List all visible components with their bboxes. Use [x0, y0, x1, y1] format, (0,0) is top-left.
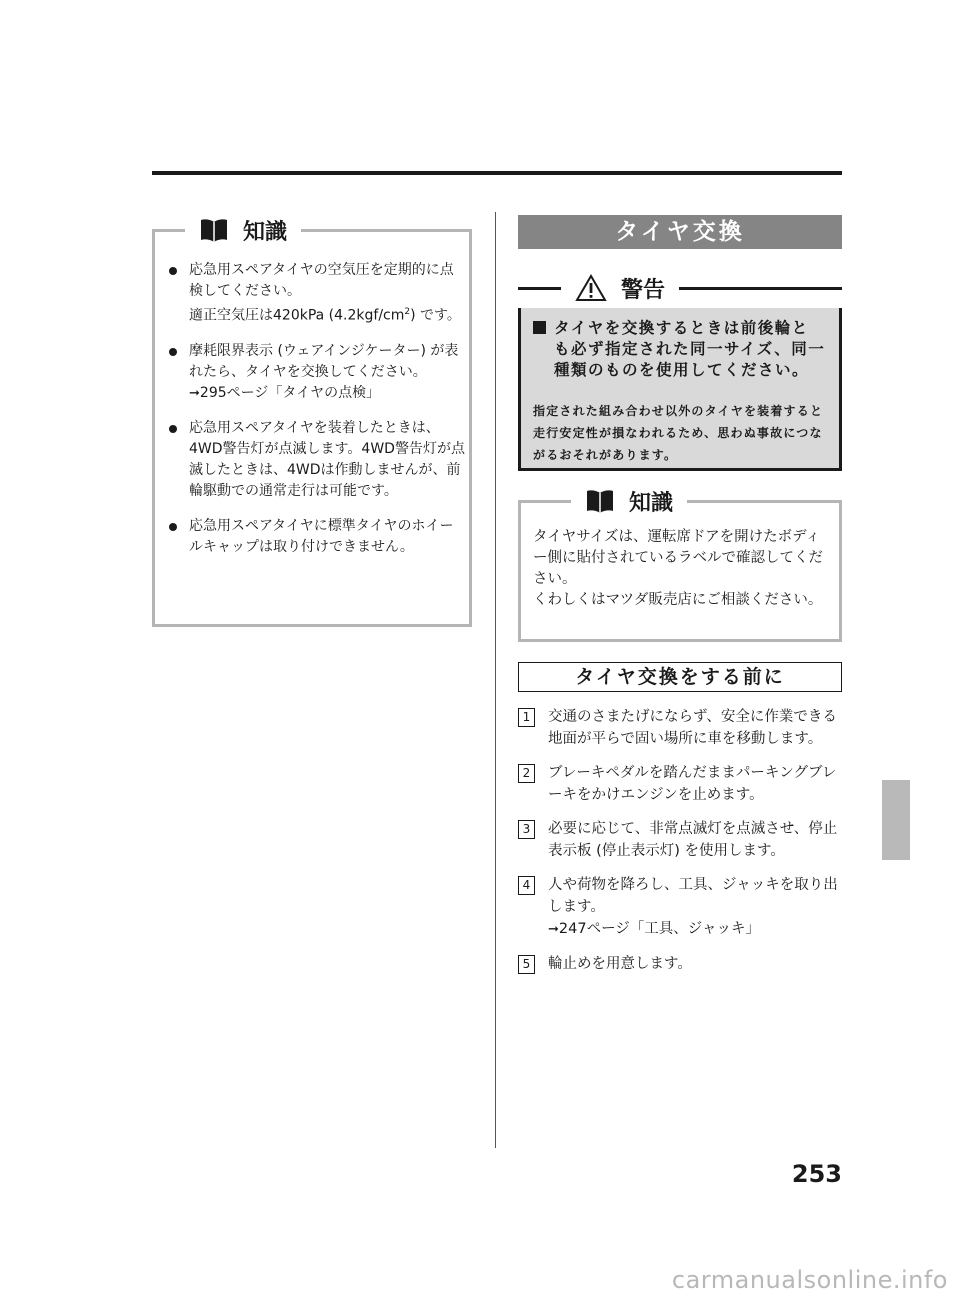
page-reference[interactable]: ➞247ページ「工具、ジャッキ」 [548, 921, 761, 937]
subsection-title: タイヤ交換をする前に [518, 662, 842, 692]
bullet-dot [169, 267, 177, 275]
watermark: carmanualsonline.info [671, 1266, 948, 1294]
book-icon [585, 488, 615, 514]
knowledge-box-right [518, 490, 842, 642]
step-number: 3 [518, 820, 535, 839]
warning-box [518, 277, 842, 471]
section-side-tab [882, 780, 910, 860]
bullet-text: 応急用スペアタイヤに標準タイヤのホイールキャップは取り付けできません。 [189, 517, 454, 555]
step-number: 1 [518, 708, 535, 727]
bullet-dot [169, 425, 177, 433]
column-divider [495, 212, 496, 1148]
step-text: 必要に応じて、非常点滅灯を点滅させ、停止表示板 (停止表示灯) を使用します。 [548, 821, 838, 859]
step-text: 人や荷物を降ろし、工具、ジャッキを取り出します。 [548, 877, 838, 915]
knowledge-box-left [152, 219, 472, 627]
bullet-dot [169, 523, 177, 531]
knowledge-body [533, 527, 831, 611]
knowledge-paragraph: タイヤサイズは、運転席ドアを開けたボディー側に貼付されているラベルで確認してください。 [533, 529, 823, 587]
bullet-dot [169, 348, 177, 356]
knowledge-paragraph: くわしくはマツダ販売店にご相談ください。 [533, 592, 823, 608]
step-number: 2 [518, 764, 535, 783]
step-list [518, 706, 842, 987]
step-text: 交通のさまたげにならず、安全に作業できる地面が平らで固い場所に車を移動します。 [548, 709, 837, 747]
step-item [518, 874, 842, 941]
step-number: 5 [518, 955, 535, 974]
step-text: 輪止めを用意します。 [548, 956, 692, 972]
top-rule [152, 171, 842, 175]
knowledge-title: 知識 [629, 490, 674, 516]
page-number: 253 [791, 1160, 842, 1188]
knowledge-header [571, 481, 687, 521]
book-icon [199, 217, 229, 243]
step-item [518, 953, 842, 975]
knowledge-bullet-list [169, 260, 465, 572]
bullet-text: 摩耗限界表示 (ウェアインジケーター) が表れたら、タイヤを交換してください。 [189, 342, 459, 380]
warning-title: 警告 [621, 277, 666, 303]
step-item [518, 706, 842, 750]
step-item [518, 818, 842, 862]
bullet-text: 応急用スペアタイヤの空気圧を定期的に点検してください。 [189, 262, 454, 299]
list-item [169, 516, 465, 558]
step-text: ブレーキペダルを踏んだままパーキングブレーキをかけエンジンを止めます。 [548, 765, 837, 803]
list-item [169, 418, 465, 502]
page-reference[interactable]: ➞295ページ「タイヤの点検」 [189, 384, 381, 401]
step-item [518, 762, 842, 806]
bullet-text: 適正空気圧は420kPa $(4.2kgf/cm^2)$ です。 [189, 307, 461, 324]
warning-header [561, 268, 679, 308]
section-title: タイヤ交換 [518, 215, 842, 249]
bullet-text: 応急用スペアタイヤを装着したときは、4WD警告灯が点滅します。4WD警告灯が点滅したときは、4WDは作動しませんが、前輪駆動での通常走行は可能です。 [189, 419, 465, 499]
warning-triangle-icon [575, 274, 607, 302]
arrow-icon: ➞ [189, 385, 200, 401]
warning-lead: タイヤを交換するときは前後輪と も必ず指定された同一サイズ、同一種類のものを使用してください。 [533, 318, 833, 381]
list-item [169, 341, 465, 404]
warning-body: 指定された組み合わせ以外のタイヤを装着すると走行安定性が損なわれるため、思わぬ事故につながるおそれがあります。 [533, 404, 824, 462]
knowledge-title: 知識 [243, 219, 288, 245]
square-bullet-icon [533, 321, 546, 334]
arrow-icon: ➞ [548, 922, 559, 937]
knowledge-header [185, 210, 301, 250]
list-item [169, 260, 465, 327]
step-number: 4 [518, 876, 535, 895]
